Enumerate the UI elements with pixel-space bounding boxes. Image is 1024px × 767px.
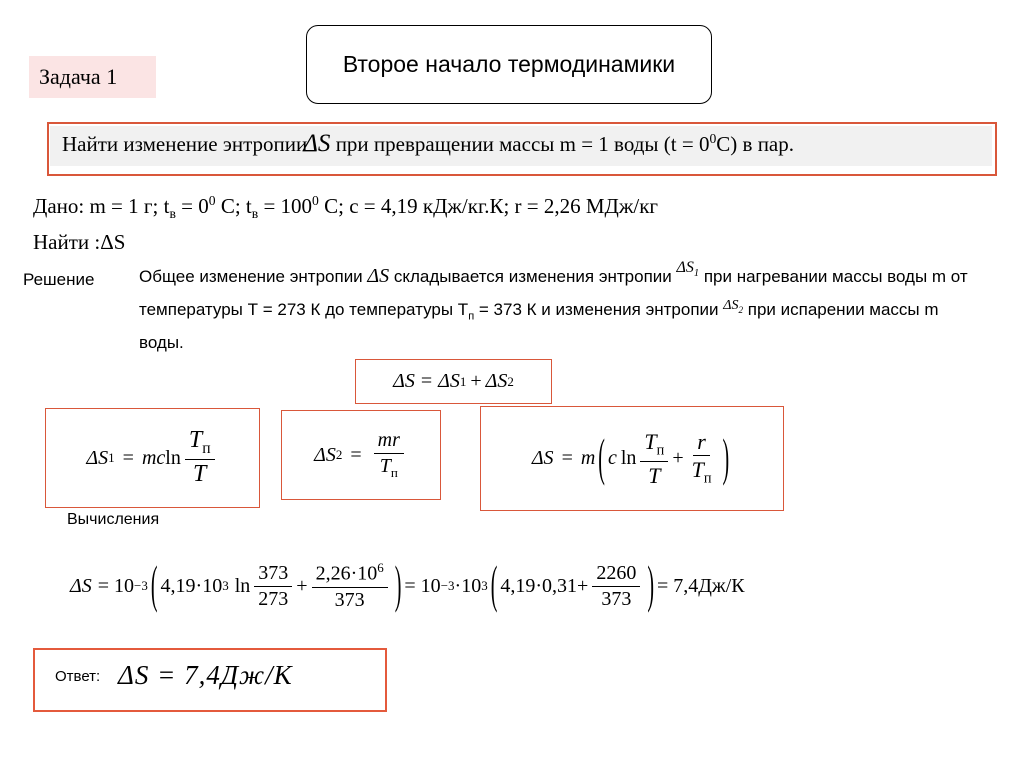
problem-statement: [62, 130, 794, 158]
slide-title: Второе начало термодинамики: [342, 51, 676, 77]
find-label: Найти :: [33, 230, 101, 254]
find-value: ΔS: [100, 230, 126, 254]
problem-delta-s: ΔS: [303, 130, 331, 157]
solution-sub-p: п: [468, 310, 475, 323]
formula-total-fraction-2: $\frac{r}{T_п}$: [691, 429, 712, 487]
given-eq0: = 0: [175, 194, 209, 218]
solution-text: [139, 259, 969, 356]
calc-fraction-3: $\frac{2260}{373}$: [592, 563, 640, 610]
solution-ds1: $\Delta S_1$: [676, 259, 700, 280]
given-tail: С; с = 4,19 кДж/кг.К; r = 2,26 МДж/кг: [318, 194, 659, 218]
formula-evaporation-fraction: $\frac{mr}{T_п}$: [374, 430, 404, 480]
task-label-box: [29, 56, 156, 98]
given-sup100: 0: [312, 193, 319, 208]
formula-heating-fraction: $\frac{T_п}{T}$: [185, 428, 215, 487]
problem-part2: при превращении массы m = 1 воды (t = 0: [330, 132, 710, 156]
problem-part3: С) в пар.: [716, 132, 795, 156]
formula-sum-box: ΔS = ΔS 1 + ΔS 2: [355, 359, 552, 404]
answer-label: Ответ:: [55, 668, 101, 685]
given-c-sep: С; t: [215, 194, 252, 218]
given-label: Дано:: [33, 194, 85, 218]
calc-fraction-1: $\frac{373}{273}$: [254, 563, 292, 610]
solution-t3: при нагревании массы воды m от температуры Т = 273 К до температуры Т: [139, 267, 968, 320]
calculations-label: Вычисления: [67, 511, 160, 528]
answer-value: ΔS = 7,4Дж/К: [118, 660, 293, 690]
problem-part1: Найти изменение энтропии: [62, 132, 308, 156]
solution-ds: ΔS: [367, 265, 390, 287]
calculation-line: ΔS = 10 −3 ( 4,19·10 3 ln $\frac{373}{273}$ + $\frac{2,26\cdot 10^6}{373}$ ) = 10 −3 ·10 3 ( 4,19·0,31 + $\frac{2260}{373}$ ) = 7,4Дж/К: [70, 557, 745, 615]
task-label: Задача 1: [39, 64, 118, 89]
solution-label: Решение: [23, 270, 95, 289]
given-sub-v2: в: [251, 206, 259, 222]
problem-degree: 0: [709, 131, 717, 146]
solution-t4: = 373 К и изменения энтропии: [474, 300, 724, 320]
given-sub-v1: в: [169, 206, 176, 222]
formula-total-box: ΔS = m ( c ln $\frac{T_п}{T}$ + $\frac{r}{T_п}$ ): [480, 406, 784, 511]
given-m: m = 1 г; t: [84, 194, 170, 218]
given-sup0: 0: [208, 193, 216, 208]
formula-evaporation-box: ΔS 2 = $\frac{mr}{T_п}$: [281, 410, 441, 500]
solution-t2: складывается изменения энтропии: [389, 267, 677, 286]
slide-title-box: [306, 25, 712, 104]
solution-t5: при испарении массы m воды.: [139, 300, 939, 352]
given-line: [33, 193, 658, 222]
calc-fraction-2: $\frac{2,26\cdot 10^6}{373}$: [312, 561, 388, 611]
solution-ds2: ΔS2: [723, 298, 744, 315]
solution-t1: Общее изменение энтропии: [139, 267, 368, 286]
find-line: [33, 230, 125, 255]
formula-heating-box: ΔS 1 = mc ln $\frac{T_п}{T}$: [45, 408, 260, 508]
formula-total-fraction-1: $\frac{T_п}{T}$: [640, 430, 668, 486]
given-eq100: = 100: [258, 194, 313, 218]
